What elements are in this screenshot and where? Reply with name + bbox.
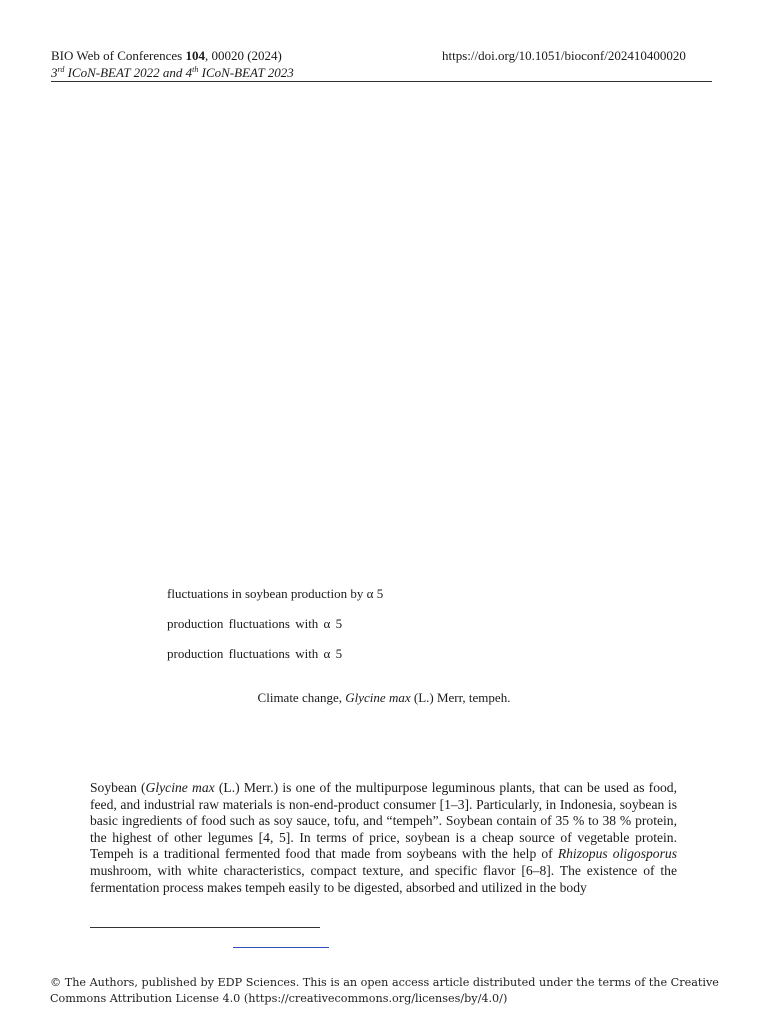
body-species-2: Rhizopus oligosporus: [557, 846, 677, 862]
introduction-paragraph: [90, 780, 677, 896]
keywords-species: Glycine max: [345, 690, 411, 705]
body-species-1: Glycine max: [145, 780, 215, 795]
header-divider: [51, 81, 712, 82]
conf-sup-1: rd: [57, 65, 65, 74]
conf-part-2: ICoN-BEAT 2022 and 4: [64, 65, 193, 80]
footnote-email-link[interactable]: [233, 947, 329, 948]
body-seg-2: (L.) Merr.) is one of the multipurpose leguminous plants, that can be used as food, feed, and industrial raw materials is non-end-product consumer [1–3]. Particularly, in Indonesia, soybean is basic ingredients of food such as soy sauce, tofu, and “tempeh”. Soybean contain of 35 % to 38 % protein, the highest of other legumes [4, 5]. In terms of price, soybean is a cheap source of vegetable protein. Tempeh is a traditional fermented food that made from soybeans with the help of: [90, 780, 677, 862]
body-seg-1: Soybean (: [90, 780, 146, 795]
keywords-part-2: (L.) Merr, tempeh.: [410, 690, 511, 705]
abstract-fragment-2: production fluctuations with α 5: [167, 616, 343, 631]
abstract-fragment-1: fluctuations in soybean production by α 5: [167, 586, 384, 601]
body-seg-3: mushroom, with white characteristics, compact texture, and specific flavor [6–8]. The existence of the fermentation process makes tempeh easily to be digested, absorbed and utilized in the body: [90, 862, 677, 895]
article-number-year: , 00020 (2024): [204, 48, 282, 63]
journal-name: BIO Web of Conferences: [51, 48, 186, 63]
journal-volume: 104: [185, 48, 205, 63]
conf-part-3: ICoN-BEAT 2023: [198, 65, 294, 80]
journal-citation: [51, 47, 294, 64]
keywords-part-1: Climate change,: [257, 690, 346, 705]
footnote-divider: [90, 927, 320, 928]
conf-sup-2: th: [192, 65, 199, 74]
license-statement: © The Authors, published by EDP Sciences. This is an open access article distributed under the terms of the Creative Commons Attribution License 4.0 (https://creativecommons.org/licenses/by/4.0/): [50, 976, 719, 1005]
doi-link[interactable]: https://doi.org/10.1051/bioconf/202410400020: [442, 48, 686, 63]
conf-part-1: 3: [51, 65, 58, 80]
conference-name: [51, 64, 294, 81]
running-header-left: [51, 47, 294, 81]
abstract-fragment-3: production fluctuations with α 5: [167, 646, 343, 661]
keywords: [0, 690, 768, 706]
